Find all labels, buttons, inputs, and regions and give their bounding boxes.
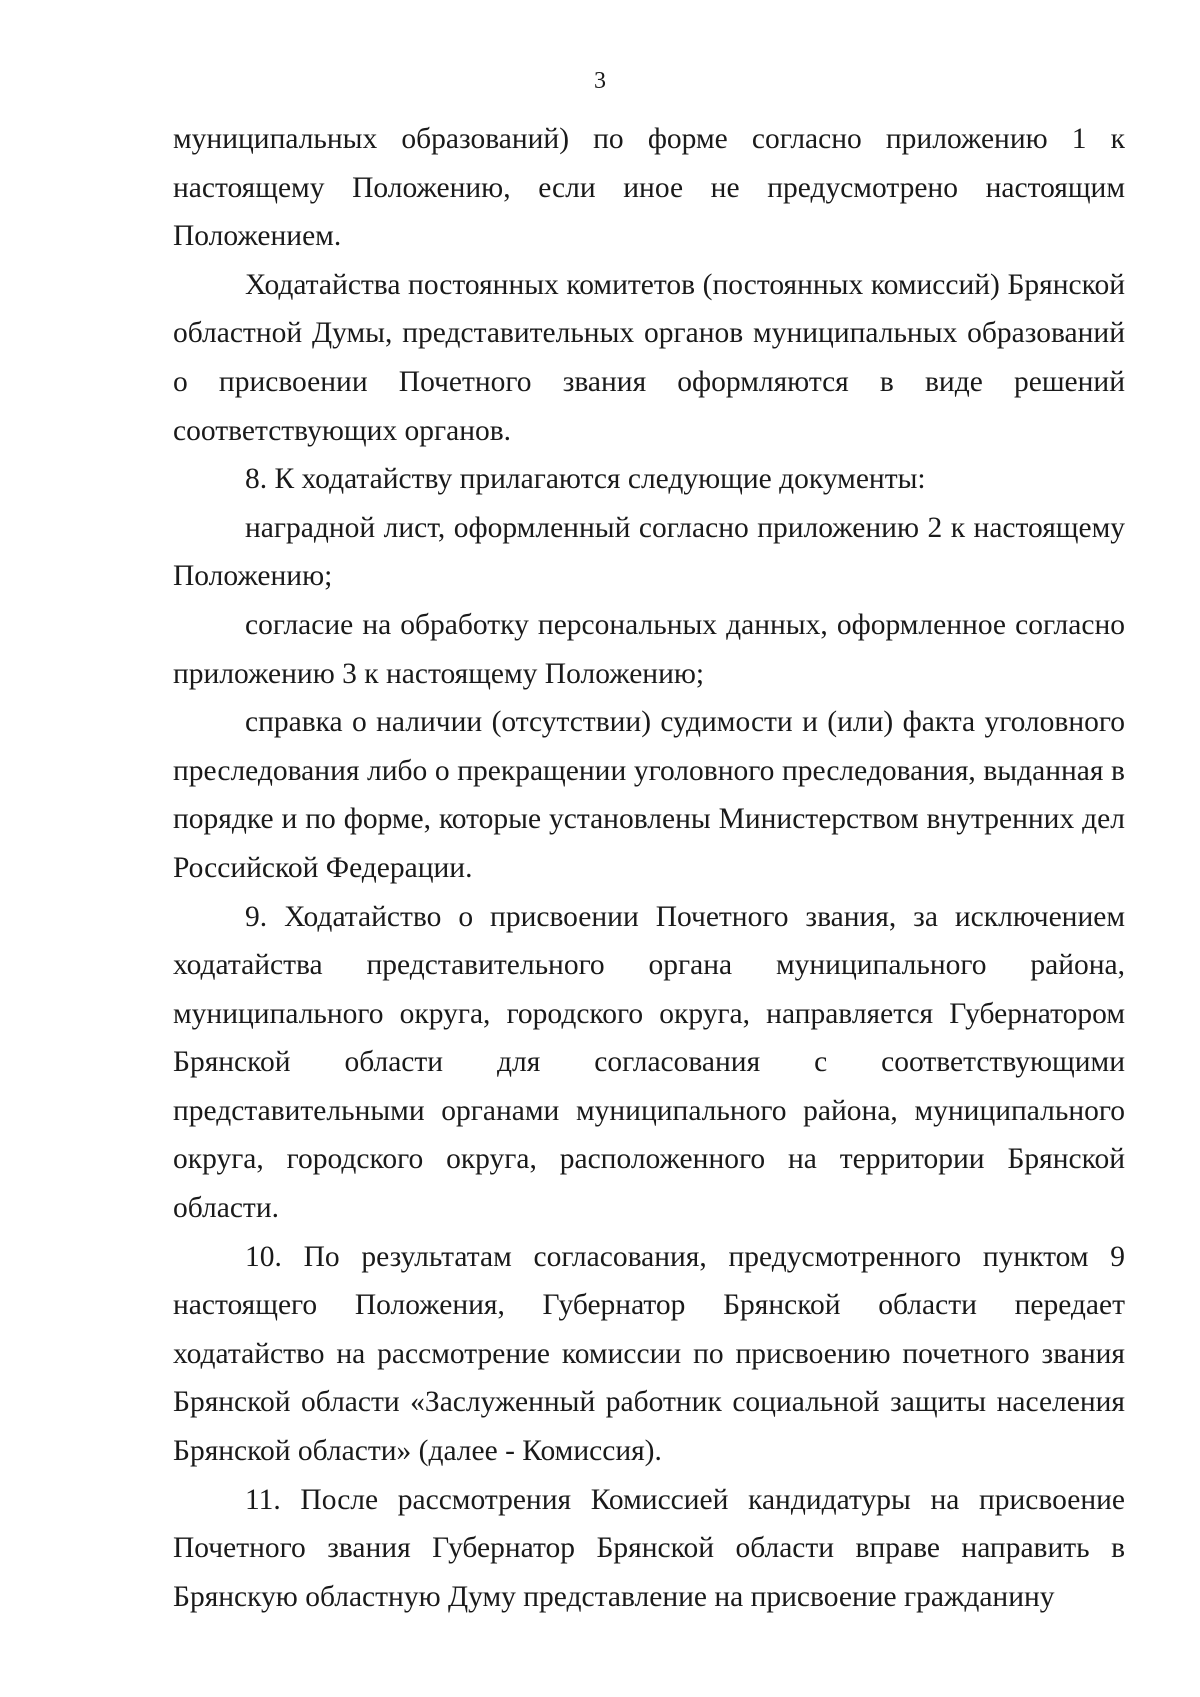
paragraph-item-8: 8. К ходатайству прилагаются следующие документы: [245,463,926,496]
paragraph-item-10: 10. По результатам согласования, предусмотренного пунктом 9 настоящего Положения, Губернатор Брянской области передает ходатайство на рассмотрение комиссии по присвоению почетного звания Брянской области «Заслуженный работник социальной защиты населения Брянской области» (далее - Комиссия). [173,1240,1125,1468]
document-body [173,115,1125,1621]
page-number: 3 [594,68,606,94]
paragraph-continuation: муниципальных образований) по форме согласно приложению 1 к настоящему Положению, если иное не предусмотрено настоящим Положением. [173,123,1125,253]
paragraph-item-9: 9. Ходатайство о присвоении Почетного звания, за исключением ходатайства представительного органа муниципального района, муниципального округа, городского округа, направляется Губернатором Брянской области для согласования с соответствующими представительными органами муниципального района, муниципального округа, городского округа, расположенного на территории Брянской области. [173,900,1125,1225]
paragraph-consent: согласие на обработку персональных данных, оформленное согласно приложению 3 к настоящему Положению; [173,608,1125,690]
paragraph-petitions-form: Ходатайства постоянных комитетов (постоянных комиссий) Брянской областной Думы, представительных органов муниципальных образований о присвоении Почетного звания оформляются в виде решений соответствующих органов. [173,268,1125,447]
paragraph-item-11: 11. После рассмотрения Комиссией кандидатуры на присвоение Почетного звания Губернатор Брянской области вправе направить в Брянскую областную Думу представление на присвоение гражданину [173,1483,1125,1613]
paragraph-award-sheet: наградной лист, оформленный согласно приложению 2 к настоящему Положению; [173,511,1125,593]
paragraph-criminal-record-certificate: справка о наличии (отсутствии) судимости и (или) факта уголовного преследования либо о прекращении уголовного преследования, выданная в порядке и по форме, которые установлены Министерством внутренних дел Российской Федерации. [173,706,1125,884]
